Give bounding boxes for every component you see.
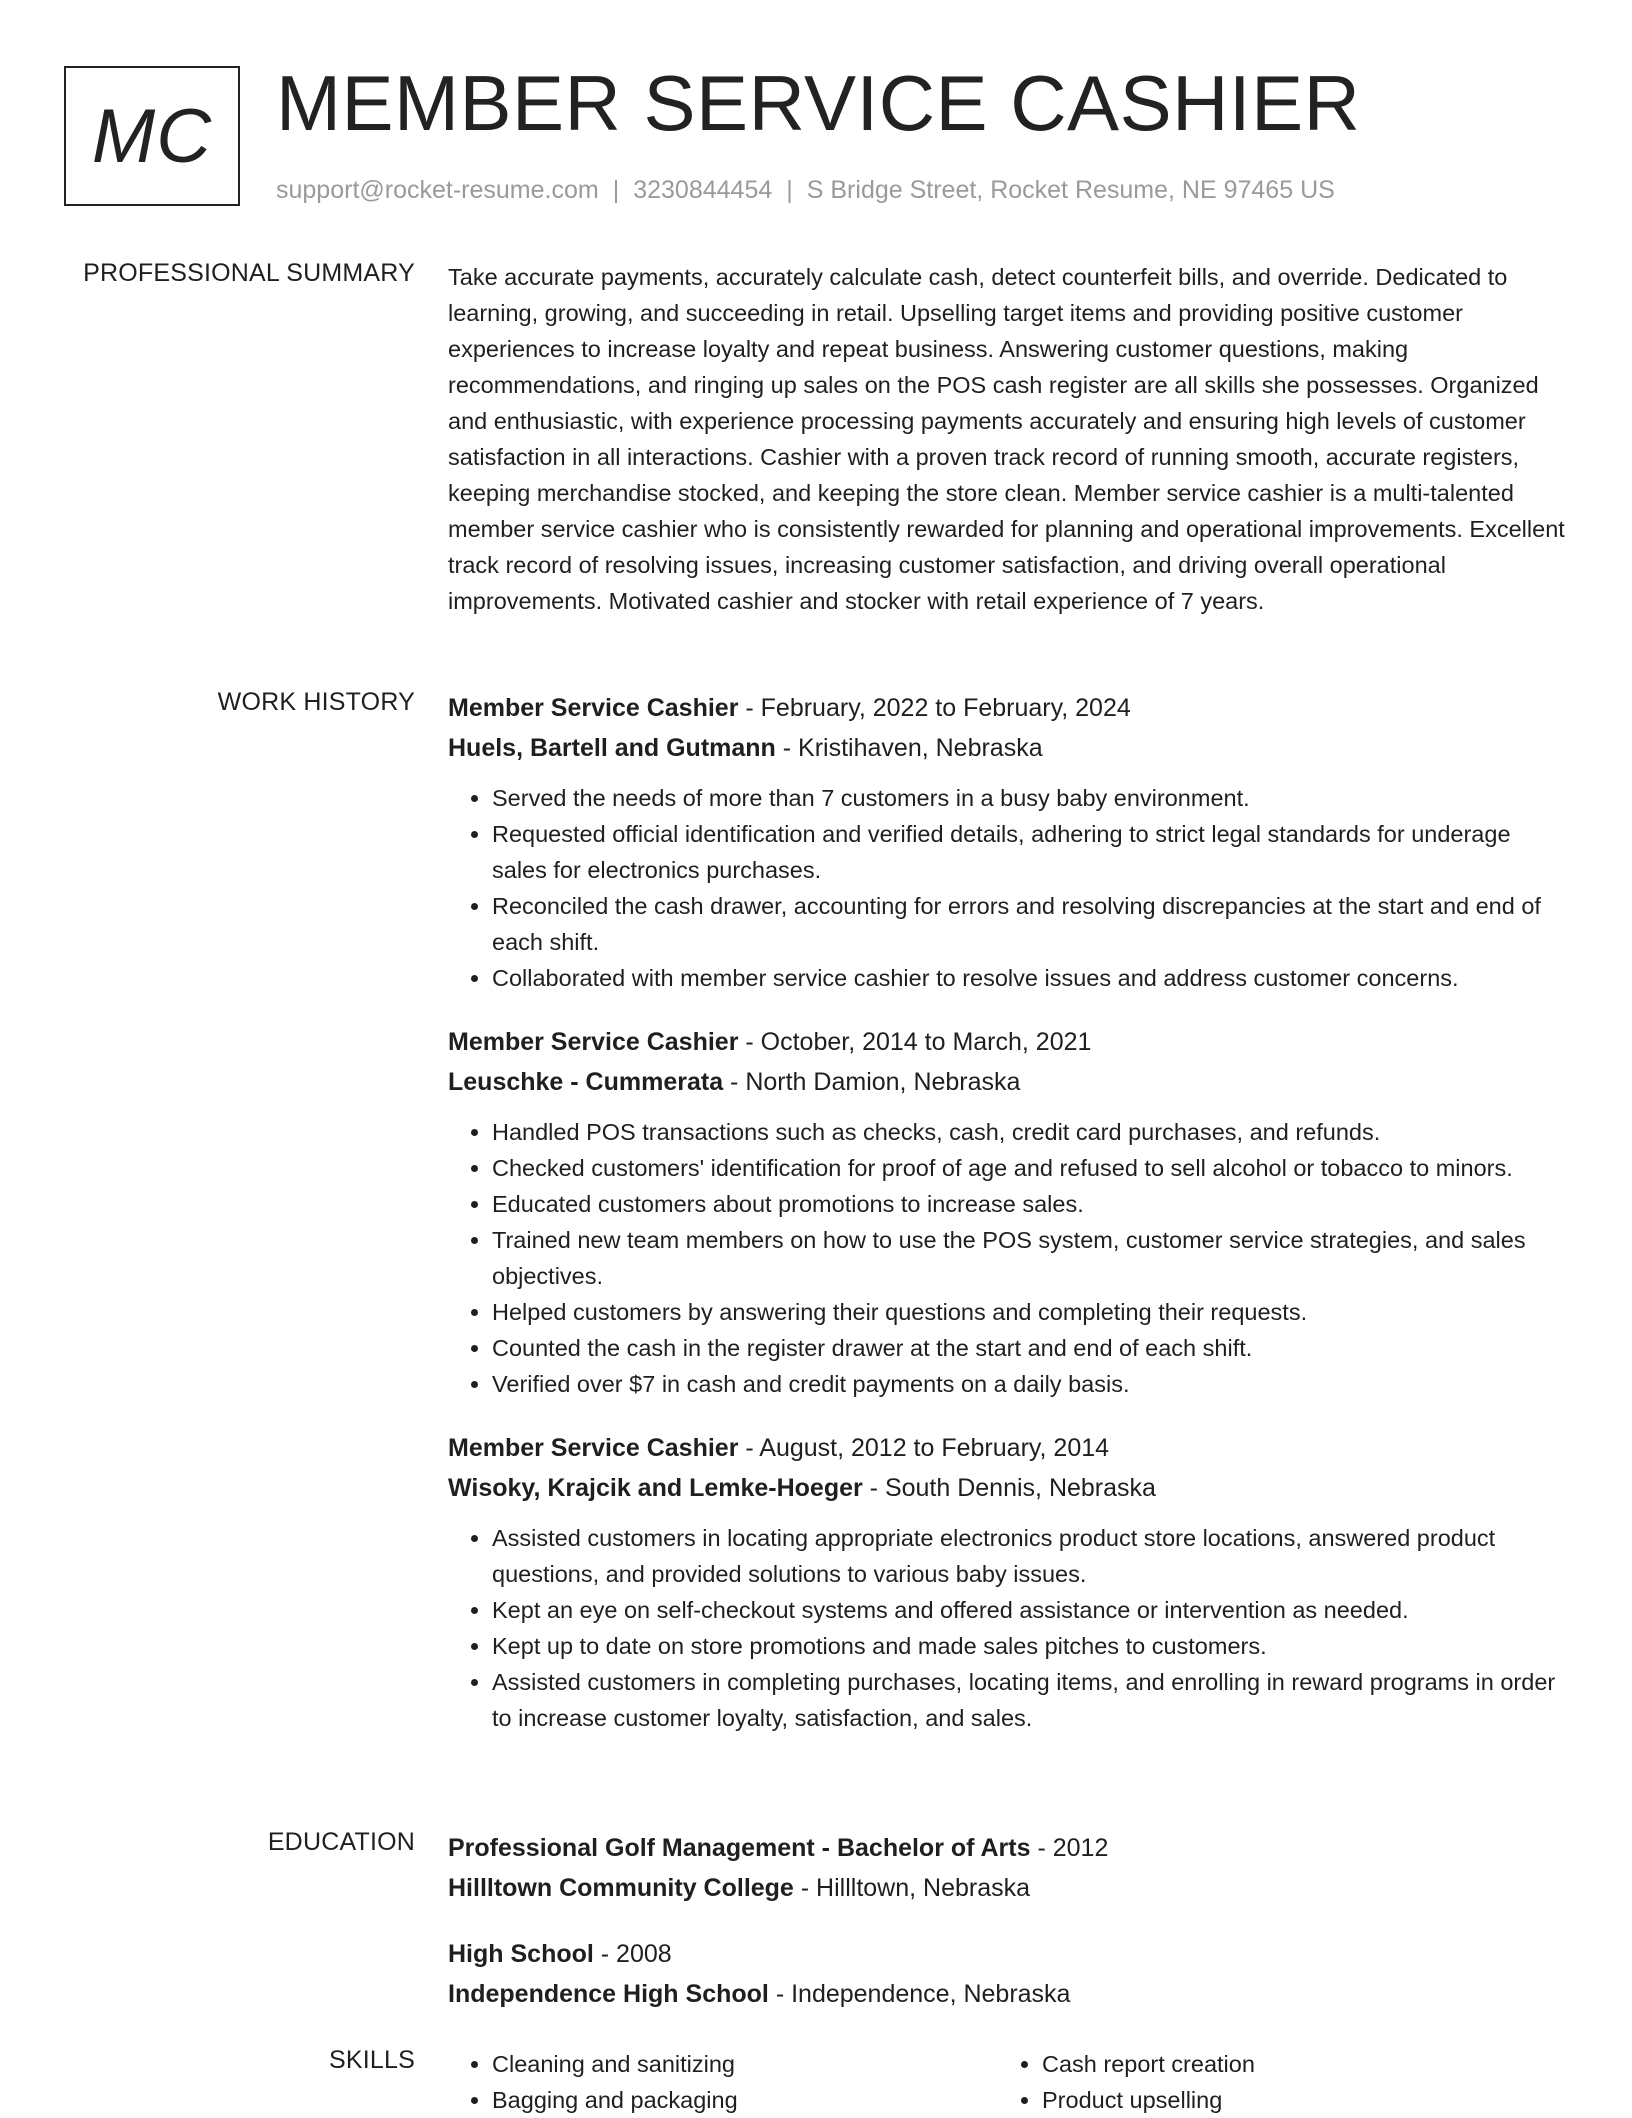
list-item: • Collaborated with member service cashier to resolve issues and address customer concerns. — [492, 960, 1568, 996]
list-item: • Cleaning and sanitizing — [492, 2046, 998, 2082]
job-company-line — [448, 1062, 1568, 1102]
contact-address: S Bridge Street, Rocket Resume, NE 97465 US — [806, 176, 1335, 204]
education-degree: High School — [448, 1940, 594, 1968]
skills-grid — [448, 2046, 1568, 2118]
list-item: • Assisted customers in locating appropriate electronics product store locations, answered product questions, and provided solutions to various baby issues. — [492, 1520, 1568, 1592]
skills-list-right — [998, 2046, 1548, 2118]
education-degree-line — [448, 1828, 1568, 1868]
education-body — [448, 1828, 1568, 2040]
education-school-line — [448, 1974, 1568, 2014]
job-dates: - October, 2014 to March, 2021 — [738, 1028, 1092, 1056]
education-entry — [448, 1934, 1568, 2014]
education-school: Hillltown Community College — [448, 1874, 794, 1902]
monogram: MC — [64, 66, 240, 206]
contact-separator: | — [612, 176, 620, 204]
job-dates: - August, 2012 to February, 2014 — [738, 1434, 1110, 1462]
contact-separator: | — [786, 176, 793, 204]
list-item: • Checked customers' identification for proof of age and refused to sell alcohol or tobacco to minors. — [492, 1150, 1568, 1186]
job-title: Member Service Cashier — [448, 1434, 739, 1462]
education-degree-line — [448, 1934, 1568, 1974]
education-degree: Professional Golf Management - Bachelor of Arts — [448, 1834, 1031, 1862]
list-item: • Trained new team members on how to use the POS system, customer service strategies, and sales objectives. — [492, 1222, 1568, 1294]
list-item: • Verified over $7 in cash and credit payments on a daily basis. — [492, 1366, 1568, 1402]
education-school-line — [448, 1868, 1568, 1908]
education-entry — [448, 1828, 1568, 1908]
work-body — [448, 688, 1568, 1762]
skills-body — [448, 2046, 1568, 2118]
job-company: Huels, Bartell and Gutmann — [448, 734, 776, 762]
job-location: - Kristihaven, Nebraska — [775, 734, 1043, 762]
list-item: • Educated customers about promotions to increase sales. — [492, 1186, 1568, 1222]
education-year: - 2012 — [1030, 1834, 1109, 1862]
list-item: • Bagging and packaging — [492, 2082, 998, 2118]
job-title-line — [448, 1022, 1568, 1062]
list-item: • Counted the cash in the register drawer at the start and end of each shift. — [492, 1330, 1568, 1366]
list-item: • Cash report creation — [1042, 2046, 1548, 2082]
education-location: - Hillltown, Nebraska — [793, 1874, 1031, 1902]
job-entry — [448, 1428, 1568, 1736]
job-entry — [448, 1022, 1568, 1402]
education-year: - 2008 — [593, 1940, 672, 1968]
job-company-line — [448, 728, 1568, 768]
contact-line — [276, 176, 1335, 205]
contact-phone: 3230844454 — [633, 176, 773, 204]
section-label-skills: SKILLS — [329, 2046, 415, 2074]
list-item: • Reconciled the cash drawer, accounting for errors and resolving discrepancies at the start and end of each shift. — [492, 888, 1568, 960]
list-item: • Served the needs of more than 7 customers in a busy baby environment. — [492, 780, 1568, 816]
list-item: • Kept an eye on self-checkout systems and offered assistance or intervention as needed. — [492, 1592, 1568, 1628]
job-bullets — [448, 780, 1568, 996]
list-item: • Helped customers by answering their questions and completing their requests. — [492, 1294, 1568, 1330]
summary-text: Take accurate payments, accurately calculate cash, detect counterfeit bills, and override. Dedicated to learning, growing, and succeeding in retail. Upselling target items and providing positive customer experiences to increase loyalty and repeat business. Answering customer questions, making recommendations, and ringing up sales on the POS cash register are all skills she possesses. Organized and enthusiastic, with experience processing payments accurately and ensuring high levels of customer satisfaction in all interactions. Cashier with a proven track record of running smooth, accurate registers, keeping merchandise stocked, and keeping the store clean. Member service cashier is a multi-talented member service cashier who is consistently rewarded for planning and operational improvements. Excellent track record of resolving issues, increasing customer satisfaction, and driving overall operational improvements. Motivated cashier and stocker with retail experience of 7 years. — [448, 264, 1565, 614]
job-bullets — [448, 1520, 1568, 1736]
job-bullets — [448, 1114, 1568, 1402]
list-item: • Requested official identification and verified details, adhering to strict legal standards for underage sales for electronics purchases. — [492, 816, 1568, 888]
list-item: • Handled POS transactions such as checks, cash, credit card purchases, and refunds. — [492, 1114, 1568, 1150]
job-title: Member Service Cashier — [448, 694, 739, 722]
education-location: - Independence, Nebraska — [768, 1980, 1071, 2008]
job-title-line — [448, 1428, 1568, 1468]
list-item: • Product upselling — [1042, 2082, 1548, 2118]
job-company: Wisoky, Krajcik and Lemke-Hoeger — [448, 1474, 863, 1502]
job-company: Leuschke - Cummerata — [448, 1068, 724, 1096]
education-school: Independence High School — [448, 1980, 769, 2008]
skills-list-left — [448, 2046, 998, 2118]
job-entry — [448, 688, 1568, 996]
job-location: - South Dennis, Nebraska — [862, 1474, 1156, 1502]
job-company-line — [448, 1468, 1568, 1508]
section-label-summary: PROFESSIONAL SUMMARY — [83, 259, 415, 287]
contact-email: support@rocket-resume.com — [276, 176, 599, 204]
section-label-work: WORK HISTORY — [217, 688, 415, 716]
job-title: Member Service Cashier — [448, 1028, 739, 1056]
job-title-line — [448, 688, 1568, 728]
summary-body — [448, 259, 1568, 619]
list-item: • Kept up to date on store promotions and made sales pitches to customers. — [492, 1628, 1568, 1664]
job-location: - North Damion, Nebraska — [723, 1068, 1021, 1096]
job-dates: - February, 2022 to February, 2024 — [738, 694, 1131, 722]
page-title: MEMBER SERVICE CASHIER — [276, 59, 1361, 147]
list-item: • Assisted customers in completing purchases, locating items, and enrolling in reward programs in order to increase customer loyalty, satisfaction, and sales. — [492, 1664, 1568, 1736]
section-label-education: EDUCATION — [267, 1828, 415, 1856]
